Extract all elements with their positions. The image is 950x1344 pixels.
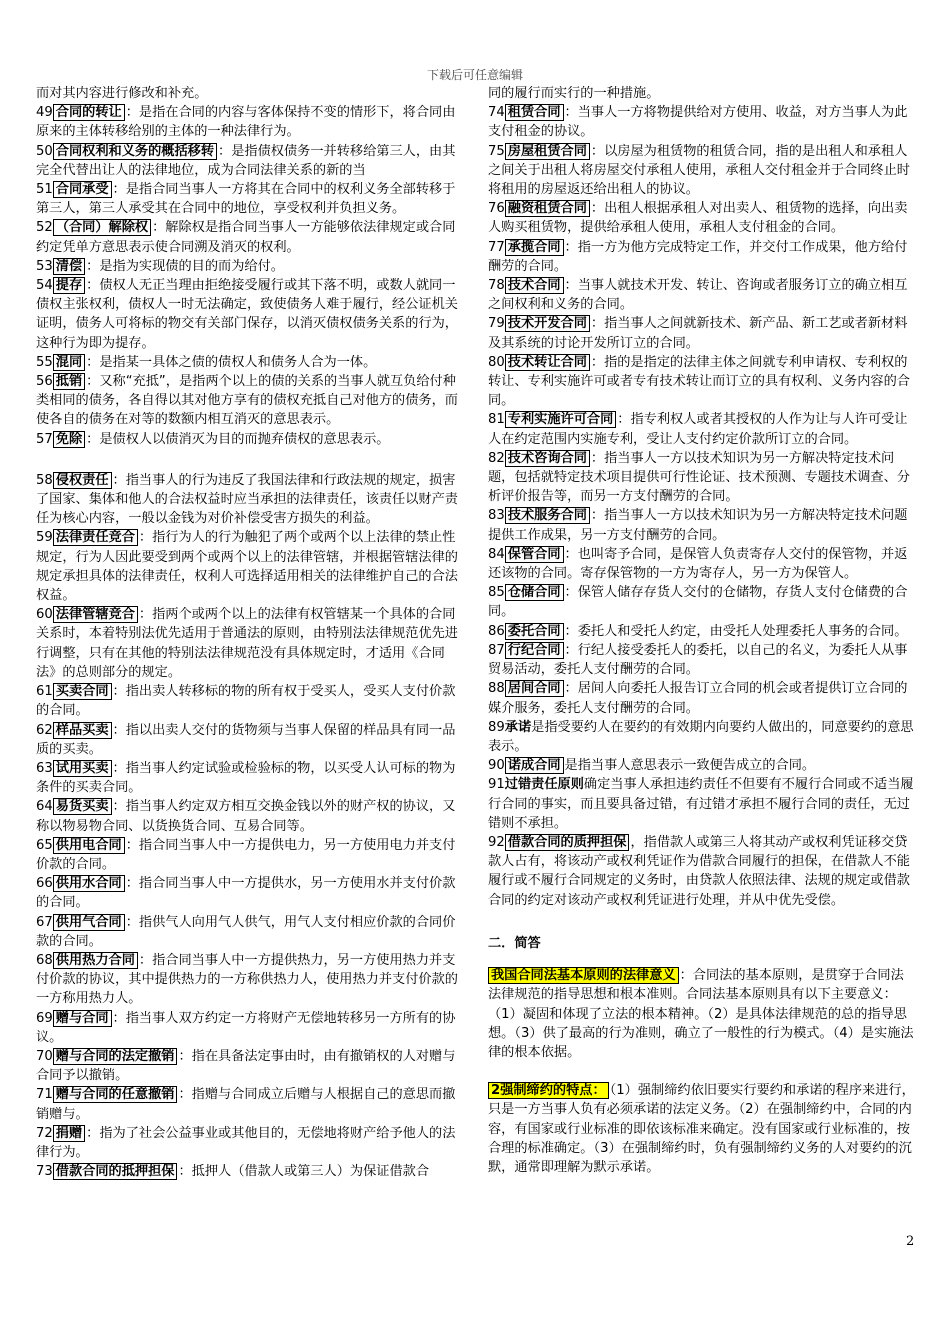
- term: 提存: [53, 277, 85, 294]
- list-item: 58 侵权责任 ：指当事人的行为违反了我国法律和行政法规的规定，损害了国家、集体和他人的合法权益时应当承担的法律责任，该责任以财产责任为核心内容，一般以金钱为对价补偿受害方损失的利益。: [36, 472, 458, 527]
- term: 抵销: [53, 373, 85, 390]
- term: 保管合同: [505, 546, 564, 563]
- page-header: 下载后可任意编辑: [426, 68, 523, 82]
- list-item: 78 技术合同 ：当事人就技术开发、转让、咨询或者服务订立的确立相互之间权利和义务的合同。: [488, 278, 908, 313]
- list-item: 54 提存 ：债权人无正当理由拒绝接受履行或其下落不明，或数人就同一债权主张权利，债权人一时无法确定，致使债务人难于履行，经公证机关证明，债务人可将标的物交有关部门保存，以消灭债权债务关系的行为，这种行为即为提存。: [36, 278, 458, 351]
- term: 技术合同: [505, 277, 564, 294]
- term: 法律责任竞合: [53, 529, 138, 546]
- list-item: 68 供用热力合同 ：指合同当事人中一方提供热力，另一方使用热力并支付价款的协议，其中提供热力的一方称供热力人，使用热力并支付价款的一方称用热力人。: [36, 952, 458, 1007]
- term: 技术咨询合同: [505, 450, 590, 467]
- highlighted-term: 2强制缔约的特点：: [488, 1082, 609, 1099]
- list-item: 87 行纪合同 ：行纪人接受委托人的委托，以自己的名义，为委托人从事贸易活动，委托人支付酬劳的合同。: [488, 642, 908, 678]
- list-item: 90 诺成合同 是指当事人意思表示一致便告成立的合同。: [488, 758, 816, 774]
- term: 赠与合同: [53, 1010, 112, 1027]
- list-item: 83 技术服务合同 ：指当事人一方以技术知识为另一方解决特定技术问题提供工作成果，另一方支付酬劳的合同。: [488, 508, 908, 543]
- list-item: 82 技术咨询合同 ：指当事人一方以技术知识为另一方解决特定技术问题，包括就特定技术项目提供可行性论证、技术预测、专题技术调查、分析评价报告等，而另一方支付酬劳的合同。: [488, 450, 910, 505]
- term: 供用电合同: [53, 837, 125, 854]
- list-item: 84 保管合同 ：也叫寄予合同，是保管人负责寄存人交付的保管物，并返还该物的合同。寄存保管物的一方为寄存人，另一方为保管人。: [488, 546, 908, 582]
- term: 技术转让合同: [505, 354, 590, 371]
- list-item: 同的履行而实行的一种措施。: [488, 86, 660, 101]
- term: 合同权利和义务的概括移转: [53, 143, 217, 160]
- term: 清偿: [53, 258, 85, 275]
- list-item: 91过错责任原则确定当事人承担违约责任不但要有不履行合同或不适当履行合同的事实，而且要具备过错，有过错才承担不履行合同的责任，无过错则不承担。: [488, 777, 914, 831]
- list-item: 92 借款合同的质押担保 ，指借款人或第三人将其动产或权利凭证移交贷款人占有，将该动产或权利凭证作为借款合同履行的担保，在借款人不能履行或不履行合同规定的义务时，由贷款人依照法律、法规的规定或借款合同的约定对该动产或权利凭证进行处理，并从中优先受偿。: [488, 834, 910, 908]
- term: 易货买卖: [53, 798, 112, 815]
- list-item: 72 捐赠 ：指为了社会公益事业或其他目的，无偿地将财产给予他人的法律行为。: [36, 1125, 456, 1160]
- list-item: 55 混同 ：是指某一具体之债的债权人和债务人合为一体。: [36, 354, 377, 370]
- term: 诺成合同: [505, 757, 564, 774]
- term: （合同）解除权: [53, 219, 151, 236]
- list-item: 79 技术开发合同 ：指当事人之间就新技术、新产品、新工艺或者新材料及其系统的讨论开发所订立的合同。: [488, 316, 908, 351]
- term: 买卖合同: [53, 683, 112, 700]
- list-item: 61 买卖合同 ：指出卖人转移标的物的所有权于受买人，受买人支付价款的合同。: [36, 684, 456, 719]
- term: 居间合同: [505, 680, 564, 697]
- term: 租赁合同: [505, 104, 564, 121]
- term: 免除: [53, 431, 85, 448]
- section-title: 二．简答: [488, 935, 541, 951]
- term: 借款合同的质押担保: [505, 834, 630, 851]
- list-item: 69 赠与合同 ：指当事人双方约定一方将财产无偿地转移另一方所有的协议。: [36, 1010, 456, 1045]
- list-item: 70 赠与合同的法定撤销 ：指在具备法定事由时，由有撤销权的人对赠与合同予以撤销。: [36, 1048, 456, 1084]
- list-item: 77 承揽合同 ：指一方为他方完成特定工作，并交付工作成果，他方给付酬劳的合同。: [488, 239, 908, 274]
- term: 技术服务合同: [505, 507, 590, 524]
- qa-item: 2强制缔约的特点： （1）强制缔约依旧要实行要约和承诺的程序来进行，只是一方当事人负有必须承诺的法定义务。（2）在强制缔约中，合同的内容，有国家或行业标准的即依该标准来确定。没有国家或行业标准的，按合理的标准确定。（3）在强制缔约时，负有强制缔约义务的人对要约的沉默，通常即理解为默示承诺。: [488, 1083, 915, 1175]
- list-item: 而对其内容进行修改和补充。: [36, 86, 208, 101]
- list-item: 56 抵销 ：又称“充抵”，是指两个以上的债的关系的当事人就互负给付种类相同的债务，各自得以其对他方享有的债权充抵自己对他方的债务，而使各自的债务在对等的数额内相互消灭的意思表示。: [36, 374, 458, 428]
- term: 承诺: [504, 719, 532, 735]
- list-item: 62 样品买卖 ：指以出卖人交付的货物须与当事人保留的样品具有同一品质的买卖。: [36, 722, 456, 757]
- right-column: [488, 84, 916, 1177]
- term: 捐赠: [53, 1125, 85, 1142]
- term: 技术开发合同: [505, 315, 590, 332]
- list-item: 59 法律责任竞合 ：指行为人的行为触犯了两个或两个以上法律的禁止性规定，行为人因此要受到两个或两个以上的法律管辖，并根据管辖法律的规定承担具体的法律责任，权利人可选择适用相关的法律维护自己的合法权益。: [36, 530, 458, 604]
- term: 供用气合同: [53, 914, 125, 931]
- list-item: 86 委托合同 ：委托人和受托人约定，由受托人处理委托人事务的合同。: [488, 623, 908, 639]
- list-item: 51 合同承受 ：是指合同当事人一方将其在合同中的权利义务全部转移于第三人，第三人承受其在合同中的地位，享受权利并负担义务。: [36, 182, 456, 217]
- list-item: 64 易货买卖 ：指当事人约定双方相互交换金钱以外的财产权的协议，又称以物易物合同、以货换货合同、互易合同等。: [36, 799, 456, 834]
- term: 供用水合同: [53, 875, 125, 892]
- list-item: 81 专利实施许可合同 ：指专利权人或者其授权的人作为让与人许可受让人在约定范围内实施专利，受让人支付约定价款所订立的合同。: [488, 412, 908, 447]
- page-number: 2: [906, 1234, 915, 1249]
- term: 供用热力合同: [53, 952, 138, 969]
- term: 合同承受: [53, 181, 112, 198]
- list-item: 80 技术转让合同 ：指的是指定的法律主体之间就专利申请权、专利权的转让、专利实施许可或者专有技术转让而订立的具有权利、义务内容的合同。: [488, 354, 910, 409]
- list-item: 76 融资租赁合同 ：出租人根据承租人对出卖人、租赁物的选择，向出卖人购买租赁物，提供给承租人使用，承租人支付租金的合同。: [488, 201, 908, 236]
- list-item: 71 赠与合同的任意撤销 ：指赠与合同成立后赠与人根据自己的意思而撤销赠与。: [36, 1087, 456, 1122]
- list-item: 49 合同的转让 ：是指在合同的内容与客体保持不变的情形下，将合同由原来的主体转移给别的主体的一种法律行为。: [36, 105, 456, 140]
- term: 借款合同的抵押担保: [53, 1163, 178, 1180]
- list-item: 57 免除 ：是债权人以债消灭为目的而抛弃债权的意思表示。: [36, 431, 390, 447]
- list-item: 75 房屋租赁合同 ：以房屋为租赁物的租赁合同，指的是出租人和承租人之间关于出租人将房屋交付承租人使用，承租人交付租金并于合同终止时将租用的房屋返还给出租人的协议。: [488, 143, 910, 198]
- list-item: 89承诺是指受要约人在要约的有效期内向要约人做出的，同意要约的意思表示。: [488, 719, 914, 754]
- term: 过错责任原则: [504, 777, 584, 793]
- term: 融资租赁合同: [505, 200, 590, 217]
- term: 赠与合同的任意撤销: [53, 1086, 178, 1103]
- list-item: 53 清偿 ：是指为实现债的目的而为给付。: [36, 258, 284, 274]
- term: 房屋租赁合同: [505, 143, 590, 160]
- qa-item: 我国合同法基本原则的法律意义 ：合同法的基本原则，是贯穿于合同法法律规范的指导思想和根本准则。合同法基本原则具有以下主要意义：（1）凝固和体现了立法的根本精神。（2）是具体法律规范的总的指导思想。（3）供了最高的行为准则，确立了一般性的行为模式。（4）是实施法律的根本依据。: [488, 968, 914, 1060]
- term: 赠与合同的法定撤销: [53, 1048, 178, 1065]
- term: 试用买卖: [53, 760, 112, 777]
- list-item: 52 （合同）解除权 ：解除权是指合同当事人一方能够依法律规定或合同约定凭单方意思表示使合同溯及消灭的权利。: [36, 220, 456, 255]
- term: 仓储合同: [505, 584, 564, 601]
- term: 承揽合同: [505, 239, 564, 256]
- list-item: 63 试用买卖 ：指当事人约定试验或检验标的物，以买受人认可标的物为条件的买卖合同。: [36, 760, 456, 796]
- list-item: 85 仓储合同 ：保管人储存存货人交付的仓储物，存货人支付仓储费的合同。: [488, 585, 908, 620]
- term: 侵权责任: [53, 472, 112, 489]
- list-item: 60 法律管辖竞合 ：指两个或两个以上的法律有权管辖某一个具体的合同关系时，本着特别法优先适用于普通法的原则，由特别法法律规范优先进行调整，只有在其他的特别法法律规范没有具体规定时，才适用《合同法》的总则部分的规定。: [36, 607, 458, 680]
- list-item: 50 合同权利和义务的概括移转 ：是指债权债务一并转移给第三人，由其完全代替出让人的法律地位，成为合同法律关系的新的当: [36, 143, 456, 178]
- term: 混同: [53, 354, 85, 371]
- term: 委托合同: [505, 623, 564, 640]
- term: 样品买卖: [53, 722, 112, 739]
- list-item: 73 借款合同的抵押担保 ：抵押人（借款人或第三人）为保证借款合: [36, 1164, 430, 1180]
- term: 行纪合同: [505, 642, 564, 659]
- left-column: [36, 84, 464, 1181]
- list-item: 65 供用电合同 ：指合同当事人中一方提供电力，另一方使用电力并支付价款的合同。: [36, 837, 456, 872]
- term: 专利实施许可合同: [505, 411, 617, 428]
- list-item: 74 租赁合同 ：当事人一方将物提供给对方使用、收益，对方当事人为此支付租金的协议。: [488, 105, 908, 140]
- list-item: 67 供用气合同 ：指供气人向用气人供气，用气人支付相应价款的合同价款的合同。: [36, 914, 456, 949]
- highlighted-term: 我国合同法基本原则的法律意义: [488, 967, 679, 984]
- term: 法律管辖竞合: [53, 606, 138, 623]
- list-item: 88 居间合同 ：居间人向委托人报告订立合同的机会或者提供订立合同的媒介服务，委托人支付酬劳的合同。: [488, 681, 908, 716]
- list-item: 66 供用水合同 ：指合同当事人中一方提供水，另一方使用水并支付价款的合同。: [36, 876, 456, 911]
- term: 合同的转让: [53, 104, 125, 121]
